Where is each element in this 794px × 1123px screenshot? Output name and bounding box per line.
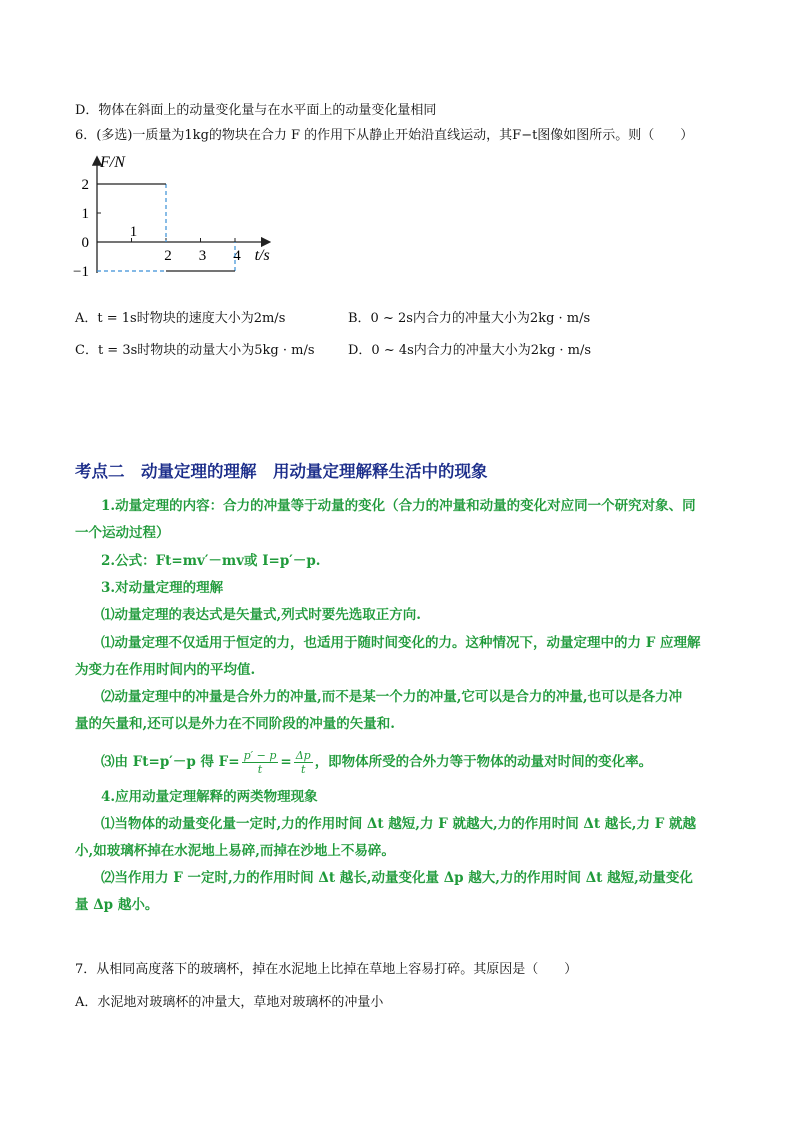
para-9-line-2: 小,如玻璃杯掉在水泥地上易碎,而掉在沙地上不易碎。 xyxy=(75,843,395,859)
q6-option-c: C．t = 3s时物块的动量大小为5kg · m/s xyxy=(75,343,315,358)
x-tick-label: 2 xyxy=(164,248,172,264)
q7-option-a: A．水泥地对玻璃杯的冲量大，草地对玻璃杯的冲量小 xyxy=(75,995,384,1010)
para-3: 3.对动量定理的理解 xyxy=(101,580,224,596)
fraction-1 xyxy=(242,749,279,776)
para-1-line-1: 1.动量定理的内容：合力的冲量等于动量的变化（合力的冲量和动量的变化对应同一个研究对象、同 xyxy=(101,498,696,514)
para-5-line-1: ⑴动量定理不仅适用于恒定的力，也适用于随时间变化的力。这种情况下，动量定理中的力 F 应理解 xyxy=(101,635,701,651)
y-tick-label: 0 xyxy=(81,235,89,251)
x-tick-label: 1 xyxy=(129,224,138,240)
para-4: ⑴动量定理的表达式是矢量式,列式时要先选取正方向. xyxy=(101,607,421,623)
q6-option-a: A．t = 1s时物块的速度大小为2m/s xyxy=(75,311,286,326)
fraction-1-denominator: t xyxy=(257,763,263,776)
x-axis-label: t/s xyxy=(254,247,270,264)
y-tick-label: 2 xyxy=(81,177,89,193)
q5-option-d: D．物体在斜面上的动量变化量与在水平面上的动量变化量相同 xyxy=(75,103,437,118)
q6-stem: 6．(多选)一质量为1kg的物块在合力 F 的作用下从静止开始沿直线运动，其F−t图像如图所示。则（ ） xyxy=(75,128,694,143)
f-t-chart xyxy=(70,150,300,285)
para-10-line-2: 量 Δp 越小。 xyxy=(75,897,159,913)
para-2-formula: 2.公式：Ft=mv′－mv或 I=p′－p. xyxy=(101,553,321,569)
q6-option-b: B．0 ~ 2s内合力的冲量大小为2kg · m/s xyxy=(348,311,591,326)
x-tick-label: 3 xyxy=(198,248,207,264)
y-tick-label: −1 xyxy=(73,264,89,280)
fraction-2-denominator: t xyxy=(300,763,306,776)
q7-stem: 7．从相同高度落下的玻璃杯，掉在水泥地上比掉在草地上容易打碎。其原因是（ ） xyxy=(75,962,578,977)
para-9-line-1: ⑴当物体的动量变化量一定时,力的作用时间 Δt 越短,力 F 就越大,力的作用时间 Δt 越长,力 F 就越 xyxy=(101,816,696,832)
para-5-line-2: 为变力在作用时间内的平均值. xyxy=(75,662,256,678)
fraction-2-numerator: Δp xyxy=(295,749,311,762)
para-7-prefix: ⑶由 Ft=p′－p 得 F= xyxy=(101,754,240,770)
section-title: 考点二 动量定理的理解 用动量定理解释生活中的现象 xyxy=(75,462,488,481)
y-axis-label: F/N xyxy=(100,154,125,171)
y-tick-label: 1 xyxy=(81,206,89,222)
para-7-suffix: ，即物体所受的合外力等于物体的动量对时间的变化率。 xyxy=(314,754,653,770)
para-8: 4.应用动量定理解释的两类物理现象 xyxy=(101,789,318,805)
para-10-line-1: ⑵当作用力 F 一定时,力的作用时间 Δt 越长,动量变化量 Δp 越大,力的作用时间 Δt 越短,动量变化 xyxy=(101,870,693,886)
para-6-line-2: 量的矢量和,还可以是外力在不同阶段的冲量的矢量和. xyxy=(75,716,395,732)
fraction-1-numerator: p′ − p xyxy=(243,749,277,762)
fraction-2 xyxy=(294,749,313,776)
equals-sign: = xyxy=(280,754,292,770)
para-1-line-2: 一个运动过程） xyxy=(75,525,170,541)
para-7-formula xyxy=(101,749,652,776)
x-tick-label: 4 xyxy=(233,248,241,264)
para-6-line-1: ⑵动量定理中的冲量是合外力的冲量,而不是某一个力的冲量,它可以是合力的冲量,也可以是各力冲 xyxy=(101,689,683,705)
q6-option-d: D．0 ~ 4s内合力的冲量大小为2kg · m/s xyxy=(348,343,592,358)
